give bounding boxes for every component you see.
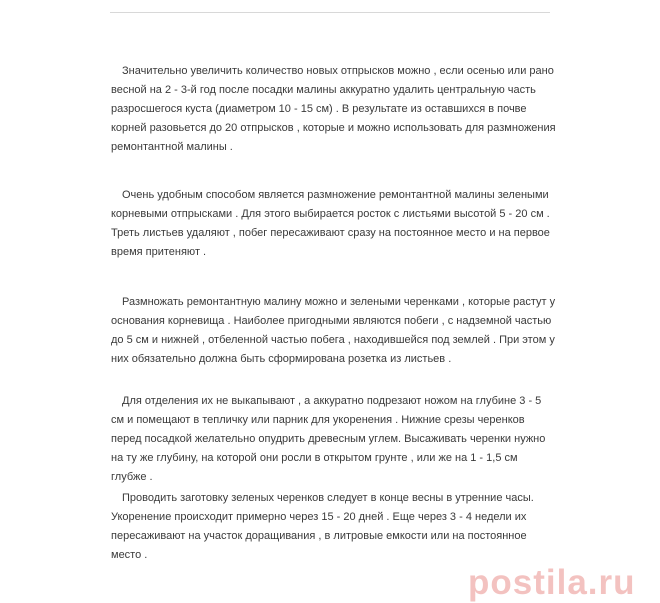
watermark-text: postila.ru — [468, 563, 636, 602]
paragraph-3: Размножать ремонтантную малину можно и зелеными черенками , которые растут у основания корневища . Наиболее пригодными являются побеги , с надземной частью до 5 см и нижней , отбеленной частью побега , находившейся под землей . При этом у них обязательно должна быть сформирована розетка из листьев . — [111, 296, 556, 365]
postila-watermark — [468, 562, 636, 602]
paragraph-5: Проводить заготовку зеленых черенков следует в конце весны в утренние часы. Укоренение происходит примерно через 15 - 20 дней . Еще через 3 - 4 недели их пересаживают на участок доращивания , в литровые емкости или на постоянное место . — [111, 492, 534, 561]
paragraph-1: Значительно увеличить количество новых отпрысков можно , если осенью или рано весной на 2 - 3-й год после посадки малины аккуратно удалить центральную часть разросшегося куста (диаметром 10 - 15 см) . В результате из оставшихся в почве корней разовьется до 20 отпрысков , которые и можно использовать для размножения ремонтантной малины . — [111, 65, 556, 153]
top-divider — [110, 12, 550, 13]
paragraph-4: Для отделения их не выкапывают , а аккуратно подрезают ножом на глубине 3 - 5 см и помещают в тепличку или парник для укоренения . Нижние срезы черенков перед посадкой желательно опудрить древесным углем. Высаживать черенки нужно на ту же глубину, на которой они росли в открытом грунте , или же на 1 - 1,5 см глубже . — [111, 395, 546, 483]
paragraph-2: Очень удобным способом является размножение ремонтантной малины зелеными корневыми отпрысками . Для этого выбирается росток с листьями высотой 5 - 20 см . Треть листьев удаляют , побег пересаживают сразу на постоянное место и на первое время притеняют . — [111, 189, 550, 258]
